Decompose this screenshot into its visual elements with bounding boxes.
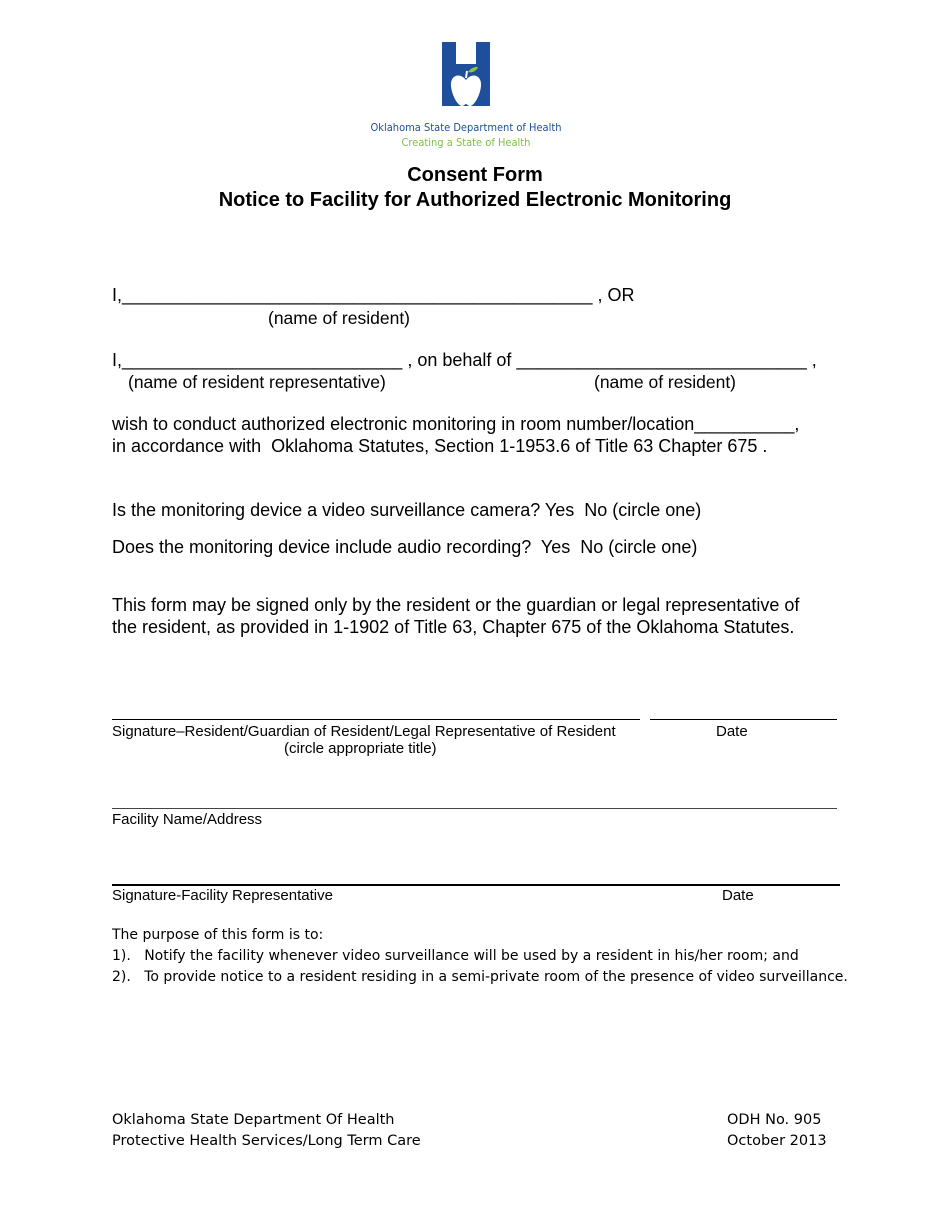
resident-signature-line[interactable] [112,719,640,720]
purpose-item-number: 1). [112,948,131,964]
purpose-item [112,969,848,985]
facility-signature-line[interactable] [112,884,840,886]
facility-address-line[interactable] [112,808,837,809]
signing-notice-line2: the resident, as provided in 1-1902 of Title 63, Chapter 675 of the Oklahoma Statutes. [112,617,795,637]
line2-suffix: , [811,350,817,370]
date-label-1: Date [716,723,748,740]
facility-signature-label: Signature-Facility Representative [112,887,333,904]
date-label-2: Date [722,887,754,904]
purpose-item-number: 2). [112,969,131,985]
resident-name-blank[interactable]: _______________________________________________ [122,285,593,305]
representative-line [112,350,817,371]
form-title: Consent Form [407,164,543,186]
room-location-line[interactable]: wish to conduct authorized electronic monitoring in room number/location__________, [112,414,800,434]
footer-agency: Oklahoma State Department Of Health [112,1112,395,1128]
footer-division: Protective Health Services/Long Term Care [112,1133,421,1149]
osdh-logo-icon [436,42,496,108]
resident-date-line[interactable] [650,719,837,720]
on-behalf-of-label: , on behalf of [407,350,512,370]
agency-tagline: Creating a State of Health [401,136,531,149]
footer-date: October 2013 [727,1133,827,1149]
representative-name-blank[interactable]: ____________________________ [122,350,403,370]
footer-form-number: ODH No. 905 [727,1112,822,1128]
line2-prefix: I, [112,350,123,370]
statute-line: in accordance with Oklahoma Statutes, Section 1-1953.6 of Title 63 Chapter 675 . [112,436,768,456]
purpose-item [112,948,799,964]
agency-name: Oklahoma State Department of Health [370,121,562,134]
facility-address-label: Facility Name/Address [112,811,263,828]
form-subtitle: Notice to Facility for Authorized Electronic Monitoring [218,189,732,211]
video-question[interactable]: Is the monitoring device a video surveillance camera? Yes No (circle one) [112,500,702,520]
line1-prefix: I, [112,285,123,305]
resident-name-line [112,285,635,306]
behalf-resident-name-blank[interactable]: _____________________________ [516,350,807,370]
purpose-heading: The purpose of this form is to: [112,927,324,943]
behalf-resident-caption: (name of resident) [594,372,737,392]
resident-signature-label: Signature–Resident/Guardian of Resident/Legal Representative of Resident [112,723,616,740]
signing-notice-line1: This form may be signed only by the resident or the guardian or legal representative of [112,595,800,615]
resident-signature-note: (circle appropriate title) [284,740,437,757]
purpose-item-text: To provide notice to a resident residing in a semi-private room of the presence of video surveillance. [144,969,848,985]
representative-name-caption: (name of resident representative) [128,372,386,392]
line1-suffix: , OR [597,285,635,305]
audio-question[interactable]: Does the monitoring device include audio recording? Yes No (circle one) [112,537,698,557]
purpose-item-text: Notify the facility whenever video surveillance will be used by a resident in his/her room; and [144,948,799,964]
resident-name-caption: (name of resident) [268,308,411,328]
